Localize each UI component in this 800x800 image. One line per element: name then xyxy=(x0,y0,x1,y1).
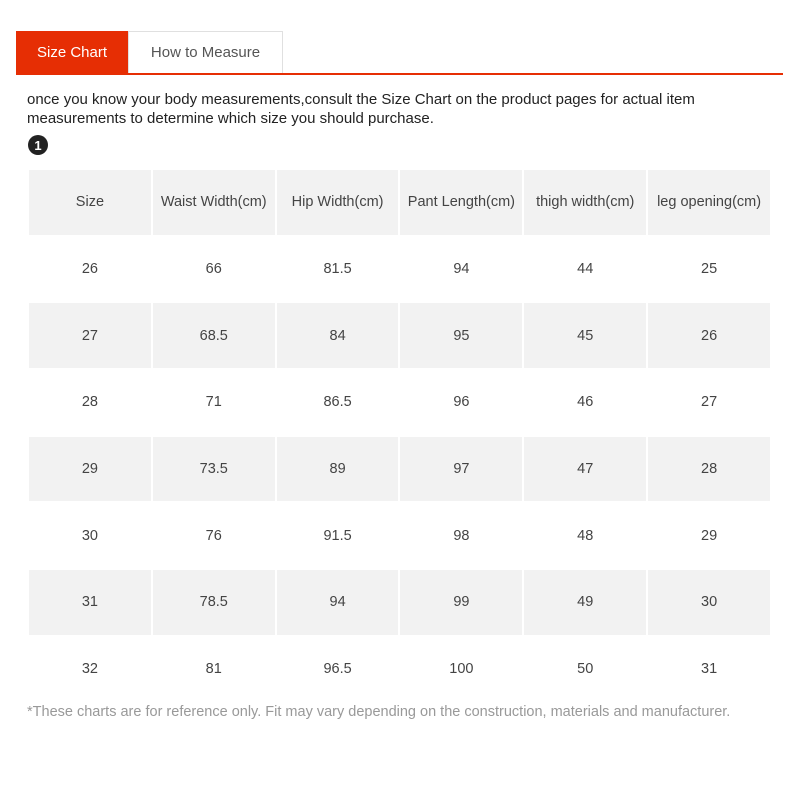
table-row xyxy=(29,570,770,635)
size-cell: 28 xyxy=(29,370,151,435)
measurement-cell: 47 xyxy=(524,437,646,502)
measurement-cell: 29 xyxy=(648,503,770,568)
size-cell: 26 xyxy=(29,237,151,302)
measurement-cell: 94 xyxy=(400,237,522,302)
measurement-cell: 31 xyxy=(648,637,770,702)
column-header: Pant Length(cm) xyxy=(400,170,522,235)
table-body xyxy=(29,237,770,702)
measurement-cell: 66 xyxy=(153,237,275,302)
size-cell: 32 xyxy=(29,637,151,702)
measurement-cell: 45 xyxy=(524,303,646,368)
size-cell: 31 xyxy=(29,570,151,635)
measurement-cell: 30 xyxy=(648,570,770,635)
table-row xyxy=(29,303,770,368)
measurement-cell: 26 xyxy=(648,303,770,368)
measurement-cell: 97 xyxy=(400,437,522,502)
size-chart-table xyxy=(27,168,772,704)
measurement-cell: 71 xyxy=(153,370,275,435)
tab-bar xyxy=(16,31,783,75)
measurement-cell: 50 xyxy=(524,637,646,702)
column-header: thigh width(cm) xyxy=(524,170,646,235)
tab-size-chart[interactable]: Size Chart xyxy=(16,31,128,73)
size-cell: 29 xyxy=(29,437,151,502)
measurement-cell: 81 xyxy=(153,637,275,702)
table-row xyxy=(29,237,770,302)
footnote: *These charts are for reference only. Fit may vary depending on the construction, materials and manufacturer. xyxy=(27,704,731,720)
measurement-cell: 48 xyxy=(524,503,646,568)
measurement-cell: 99 xyxy=(400,570,522,635)
measurement-cell: 95 xyxy=(400,303,522,368)
measurement-cell: 96 xyxy=(400,370,522,435)
measurement-cell: 27 xyxy=(648,370,770,435)
size-cell: 27 xyxy=(29,303,151,368)
column-header: Size xyxy=(29,170,151,235)
measurement-cell: 86.5 xyxy=(277,370,399,435)
column-header: Waist Width(cm) xyxy=(153,170,275,235)
measurement-cell: 78.5 xyxy=(153,570,275,635)
measurement-cell: 89 xyxy=(277,437,399,502)
measurement-cell: 91.5 xyxy=(277,503,399,568)
measurement-cell: 81.5 xyxy=(277,237,399,302)
column-header: leg opening(cm) xyxy=(648,170,770,235)
measurement-cell: 84 xyxy=(277,303,399,368)
measurement-cell: 100 xyxy=(400,637,522,702)
measurement-cell: 49 xyxy=(524,570,646,635)
step-number-badge: 1 xyxy=(28,135,48,155)
table-row xyxy=(29,370,770,435)
measurement-cell: 68.5 xyxy=(153,303,275,368)
table-row xyxy=(29,637,770,702)
measurement-cell: 94 xyxy=(277,570,399,635)
measurement-cell: 98 xyxy=(400,503,522,568)
measurement-cell: 44 xyxy=(524,237,646,302)
table-header-row xyxy=(29,170,770,235)
column-header: Hip Width(cm) xyxy=(277,170,399,235)
tab-how-to-measure[interactable]: How to Measure xyxy=(128,31,283,73)
measurement-cell: 46 xyxy=(524,370,646,435)
measurement-cell: 28 xyxy=(648,437,770,502)
measurement-cell: 25 xyxy=(648,237,770,302)
measurement-cell: 73.5 xyxy=(153,437,275,502)
table-row xyxy=(29,437,770,502)
size-cell: 30 xyxy=(29,503,151,568)
table-row xyxy=(29,503,770,568)
measurement-cell: 96.5 xyxy=(277,637,399,702)
intro-text: once you know your body measurements,consult the Size Chart on the product pages for actual item measurements to determine which size you should purchase. xyxy=(27,91,695,127)
measurement-cell: 76 xyxy=(153,503,275,568)
